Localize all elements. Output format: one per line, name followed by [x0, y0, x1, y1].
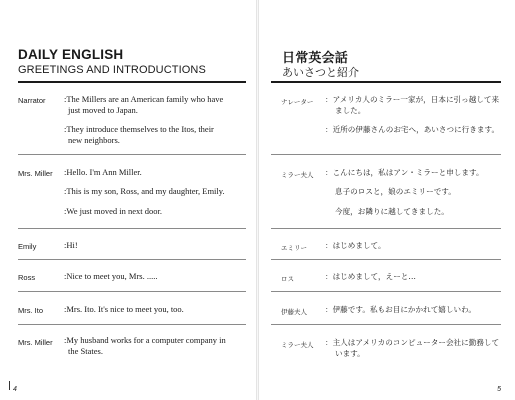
speaker-label: Mrs. Miller	[18, 338, 53, 347]
dialogue-line: ：伊藤です。私もお目にかかれて嬉しいわ。	[325, 305, 476, 314]
dialogue-line: :They introduce themselves to the Itos, their	[64, 124, 214, 134]
right-title-rule	[271, 81, 501, 83]
dialogue-line: :We just moved in next door.	[64, 206, 162, 216]
dialogue-line: ：はじめまして，えーと…	[325, 272, 416, 281]
left-page	[0, 0, 257, 400]
right-page	[259, 0, 515, 400]
page-edge-mark	[9, 381, 10, 390]
dialogue-line: :This is my son, Ross, and my daughter, Emily.	[64, 186, 225, 196]
row-separator	[271, 154, 501, 155]
dialogue-line: ：アメリカ人のミラー一家が，日本に引っ越して来	[325, 95, 500, 104]
row-separator	[18, 259, 246, 260]
row-separator	[18, 154, 246, 155]
page-number: 5	[497, 386, 501, 393]
row-separator	[18, 324, 246, 325]
speaker-label: Emily	[18, 242, 37, 251]
dialogue-line: just moved to Japan.	[68, 105, 138, 115]
dialogue-line: 息子のロスと，娘のエミリーです。	[335, 187, 456, 196]
speaker-label: ミラー夫人	[281, 341, 314, 349]
speaker-label: ロス	[281, 275, 294, 283]
row-separator	[271, 324, 501, 325]
left-title-rule	[18, 81, 246, 83]
speaker-label: Mrs. Ito	[18, 306, 44, 315]
dialogue-line: ：はじめまして。	[325, 241, 386, 250]
row-separator	[271, 291, 501, 292]
dialogue-line: 今度，お隣りに越してきました。	[335, 207, 449, 216]
row-separator	[18, 291, 246, 292]
page-number: 4	[13, 386, 17, 393]
speaker-label: ナレーター	[281, 98, 314, 106]
dialogue-line: :My husband works for a computer company in	[64, 335, 226, 345]
right-title: 日常英会話	[282, 51, 349, 66]
left-title: DAILY ENGLISH	[18, 47, 124, 62]
speaker-label: ミラー夫人	[281, 171, 314, 179]
dialogue-line: ：こんにちは，私はアン・ミラーと申します。	[325, 168, 484, 177]
dialogue-line: います。	[335, 349, 365, 358]
dialogue-line: ：近所の伊藤さんのお宅へ，あいさつに行きます。	[325, 125, 500, 134]
dialogue-line: ：主人はアメリカのコンピューター会社に勤務して	[325, 338, 500, 347]
speaker-label: Mrs. Miller	[18, 169, 53, 178]
dialogue-line: :Nice to meet you, Mrs. .....	[64, 271, 158, 281]
dialogue-line: :Mrs. Ito. It's nice to meet you, too.	[64, 304, 184, 314]
right-subtitle: あいさつと紹介	[282, 66, 359, 79]
speaker-label: Narrator	[18, 96, 46, 105]
speaker-label: Ross	[18, 273, 36, 282]
dialogue-line: ました。	[335, 106, 366, 115]
row-separator	[18, 228, 246, 229]
dialogue-line: the States.	[68, 346, 103, 356]
row-separator	[271, 228, 501, 229]
speaker-label: エミリー	[281, 244, 307, 252]
speaker-label: 伊藤夫人	[281, 308, 307, 316]
dialogue-line: :Hi!	[64, 240, 78, 250]
dialogue-line: new neighbors.	[68, 135, 120, 145]
row-separator	[271, 259, 501, 260]
dialogue-line: :Hello. I'm Ann Miller.	[64, 167, 142, 177]
dialogue-line: :The Millers are an American family who have	[64, 94, 224, 104]
left-subtitle: GREETINGS AND INTRODUCTIONS	[18, 64, 206, 76]
